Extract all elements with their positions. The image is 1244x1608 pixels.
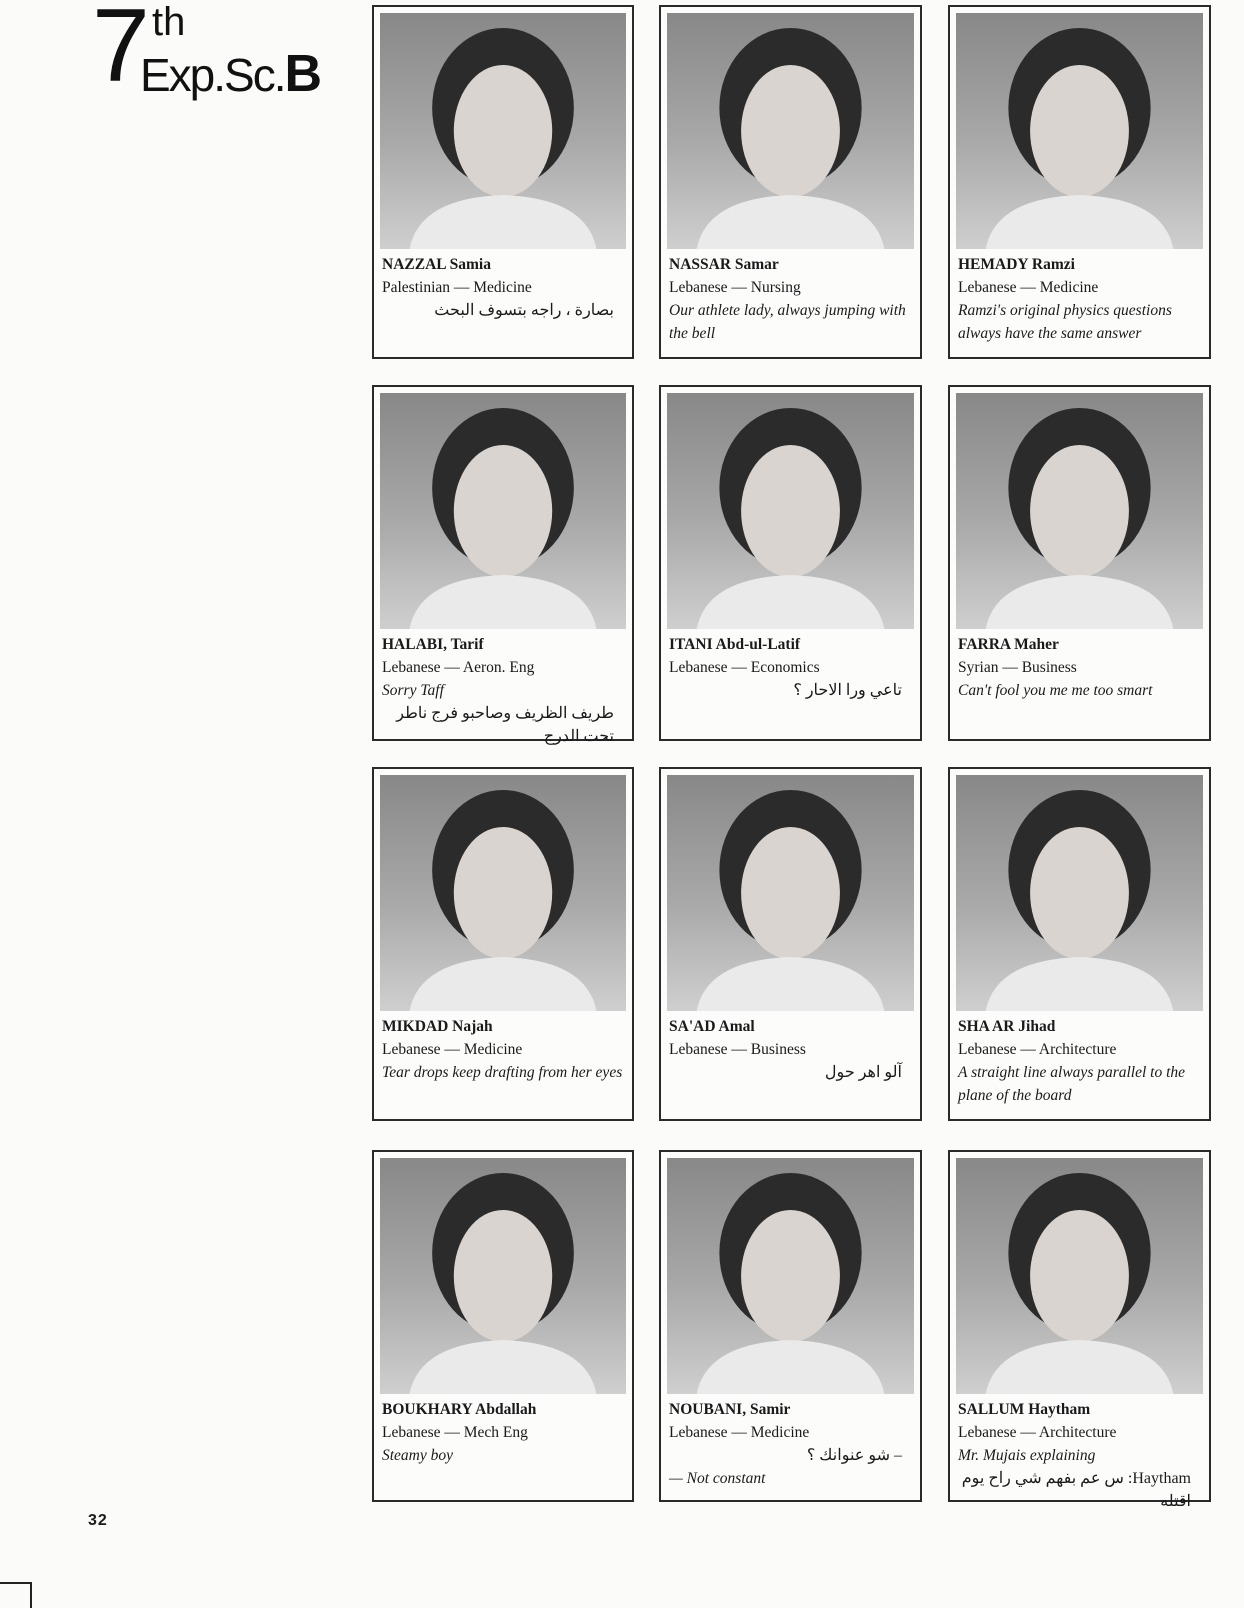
class-year-suffix: th [152,0,186,44]
student-info: Lebanese — Medicine [958,279,1099,296]
student-name: ITANI Abd-ul-Latif [669,636,801,653]
corner-mark [0,1582,32,1608]
student-portrait [956,393,1203,629]
student-quote: Tear drops keep drafting from her eyes [382,1064,623,1081]
student-quote: Steamy boy [382,1447,454,1464]
student-quote: Mr. Mujais explaining [958,1447,1096,1464]
student-name: NAZZAL Samia [382,256,491,273]
student-portrait [380,393,626,629]
student-name: FARRA Maher [958,636,1059,653]
student-info: Syrian — Business [958,659,1077,676]
student-quote: A straight line always parallel to the plane of the board [958,1064,1186,1104]
student-card [372,1150,634,1502]
student-info: Lebanese — Medicine [669,1424,810,1441]
student-name: SHA AR Jihad [958,1018,1056,1035]
student-name: MIKDAD Najah [382,1018,493,1035]
student-arabic-quote: – شو عنوانك ؟ [806,1447,902,1464]
class-name: Exp.Sc. [140,49,285,101]
student-name: SALLUM Haytham [958,1401,1091,1418]
student-arabic-quote: تاعي ورا الاحار ؟ [793,682,902,699]
student-info: Lebanese — Nursing [669,279,801,296]
student-arabic-quote: بصارة ، راجه بتسوف البحث [434,302,614,319]
student-info: Lebanese — Architecture [958,1041,1117,1058]
student-card [948,5,1211,359]
class-year-number: 7 [92,0,146,104]
student-portrait [380,1158,626,1394]
student-portrait [956,775,1203,1011]
student-portrait [667,775,914,1011]
student-portrait [380,13,626,249]
student-card [659,385,922,741]
student-name: BOUKHARY Abdallah [382,1401,537,1418]
page-number: 32 [88,1512,108,1529]
class-section: B [284,45,323,103]
student-arabic-quote: آلو اهر حول [824,1064,902,1081]
student-portrait [956,1158,1203,1394]
student-card [948,1150,1211,1510]
student-card [948,385,1211,741]
student-info: Palestinian — Medicine [382,279,532,296]
student-info: Lebanese — Aeron. Eng [382,659,535,676]
student-name: HEMADY Ramzi [958,256,1075,273]
student-portrait [380,775,626,1011]
student-name: NOUBANI, Samir [669,1401,791,1418]
student-portrait [667,393,914,629]
student-portrait [667,1158,914,1394]
student-portrait [667,13,914,249]
student-name: NASSAR Samar [669,256,779,273]
student-name: HALABI, Tarif [382,636,484,653]
student-card [659,5,922,359]
student-info: Lebanese — Medicine [382,1041,523,1058]
student-arabic-quote: طريف الظريف وصاحبو فرج ناطر تحت الدرج [396,705,614,745]
student-info: Lebanese — Economics [669,659,820,676]
student-card [948,767,1211,1121]
student-info: Lebanese — Mech Eng [382,1424,528,1441]
student-card [372,767,634,1121]
student-card [659,1150,922,1502]
class-title [140,45,323,103]
student-quote: Ramzi's original physics questions always have the same answer [958,302,1172,342]
student-quote: — Not constant [669,1470,766,1487]
student-card [372,5,634,359]
student-portrait [956,13,1203,249]
student-card [372,385,634,745]
student-arabic-quote: Haytham: س عم بفهم شي راح يوم اقتله [961,1470,1191,1510]
student-info: Lebanese — Architecture [958,1424,1117,1441]
page-header [92,0,372,110]
student-quote: Our athlete lady, always jumping with the bell [669,302,906,342]
student-name: SA'AD Amal [669,1018,755,1035]
student-quote: Sorry Taff [382,682,444,699]
student-card [659,767,922,1121]
student-info: Lebanese — Business [669,1041,806,1058]
student-quote: Can't fool you me me too smart [958,682,1153,699]
